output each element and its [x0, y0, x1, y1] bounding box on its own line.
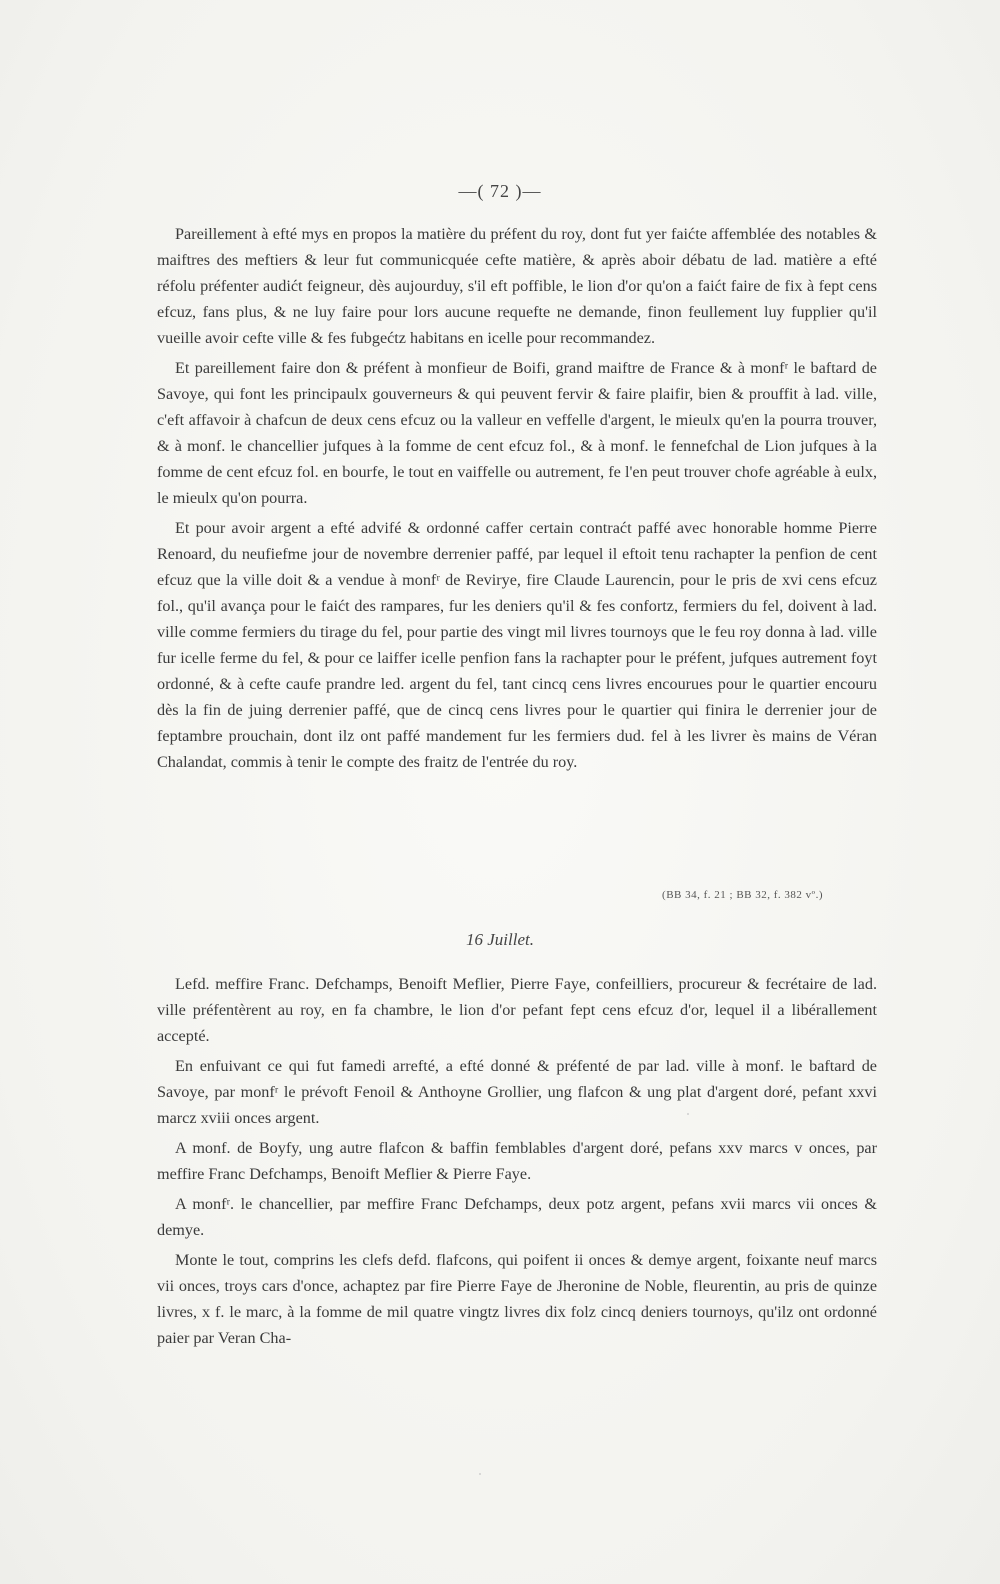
- paragraph: En enfuivant ce qui fut famedi arrefté, a efté donné & préfenté de par lad. ville à monf. le baftard de Savoye, par monfʳ le prévoft Fenoil & Anthoyne Grollier, ung flafcon & ung plat d'argent doré, pefant xxvi marcz xviii onces argent.: [157, 1057, 877, 1127]
- page-number: —( 72 )—: [458, 181, 542, 201]
- paper-speck: [479, 1473, 481, 1475]
- paragraph: A monf. de Boyfy, ung autre flafcon & baffin femblables d'argent doré, pefans xxv marcs v onces, par meffire Franc Defchamps, Benoift Meflier & Pierre Faye.: [157, 1139, 877, 1183]
- paragraph: Pareillement à efté mys en propos la matière du préfent du roy, dont fut yer faićte affemblée des notables & maiftres des meftiers & leur fut communicquée cefte matière, & après aboir débatu de lad. matière a efté réfolu préfenter audićt feigneur, dès aujourduy, s'il eft poffible, le lion d'or qu'on a faićt faire de fix à fept cens efcuz, fans plus, & ne luy faire pour lors aucune requefte ne demande, finon feullement luy fupplier qu'il vueille avoir cefte ville & fes fubgećtz habitans en icelle pour recommandez.: [157, 225, 877, 347]
- paragraph: Et pareillement faire don & préfent à monfieur de Boifi, grand maiftre de France & à monfʳ le baftard de Savoye, qui font les principaulx gouverneurs & qui peuvent fervir & faire plaifir, bien & prouffit à lad. ville, c'eft affavoir à chafcun de deux cens efcuz ou la valleur en veffelle d'argent, le mieulx qu'en la pourra trouver, & à monf. le chancellier jufques à la fomme de cent efcuz fol., & à monf. le fennefchal de Lion jufques à la fomme de cent efcuz fol. en bourfe, le tout en vaiffelle ou autrement, fe l'en peut trouver chofe agréable à eulx, le mieulx qu'on pourra.: [157, 359, 877, 507]
- section-1-text: [157, 221, 877, 779]
- paragraph: Lefd. meffire Franc. Defchamps, Benoift Meflier, Pierre Faye, confeilliers, procureur & fecrétaire de lad. ville préfentèrent au roy, en fa chambre, le lion d'or pefant fept cens efcuz d'or, lequel il a libérallement accepté.: [157, 975, 877, 1045]
- section-2-text: [157, 971, 877, 1355]
- paragraph: Monte le tout, comprins les clefs defd. flafcons, qui poifent ii onces & demye argent, foixante neuf marcs vii onces, troys cars d'once, achaptez par fire Pierre Faye de Jheronine de Noble, fleurentin, au pris de quinze livres, x f. le marc, à la fomme de mil quatre vingtz livres dix folz cincq deniers tournoys, qu'ilz ont ordonné paier par Veran Cha-: [157, 1251, 877, 1347]
- paper-speck: [687, 1113, 689, 1115]
- paragraph: A monfʳ. le chancellier, par meffire Franc Defchamps, deux potz argent, pefans xvii marcs vii onces & demye.: [157, 1195, 877, 1239]
- paragraph: Et pour avoir argent a efté advifé & ordonné caffer certain contraćt paffé avec honorable homme Pierre Renoard, du neufiefme jour de novembre derrenier paffé, par lequel il eftoit tenu rachapter la penfion de cent efcuz que la ville doit & a vendue à monfʳ de Revirye, fire Claude Laurencin, pour le pris de xvi cens efcuz fol., qu'il avança pour le faićt des rampares, fur les deniers qu'il & fes confortz, fermiers du fel, doivent à lad. ville comme fermiers du tirage du fel, pour partie des vingt mil livres tournoys que le feu roy donna à lad. ville fur icelle ferme du fel, & pour ce laiffer icelle penfion fans la rachapter pour le préfent, jufques autrement foyt ordonné, & à cefte caufe prandre led. argent du fel, tant cincq cens livres encourues pour le quartier encouru dès la fin de juing derrenier paffé, que de cincq cens livres pour le quartier qui finira le derrenier jour de feptambre prouchain, dont ilz ont paffé mandement fur les fermiers dud. fel à les livrer ès mains de Véran Chalandat, commis à tenir le compte des fraitz de l'entrée du roy.: [157, 519, 877, 771]
- source-reference: (BB 34, f. 21 ; BB 32, f. 382 vº.): [662, 889, 823, 901]
- date-heading: 16 Juillet.: [466, 930, 534, 949]
